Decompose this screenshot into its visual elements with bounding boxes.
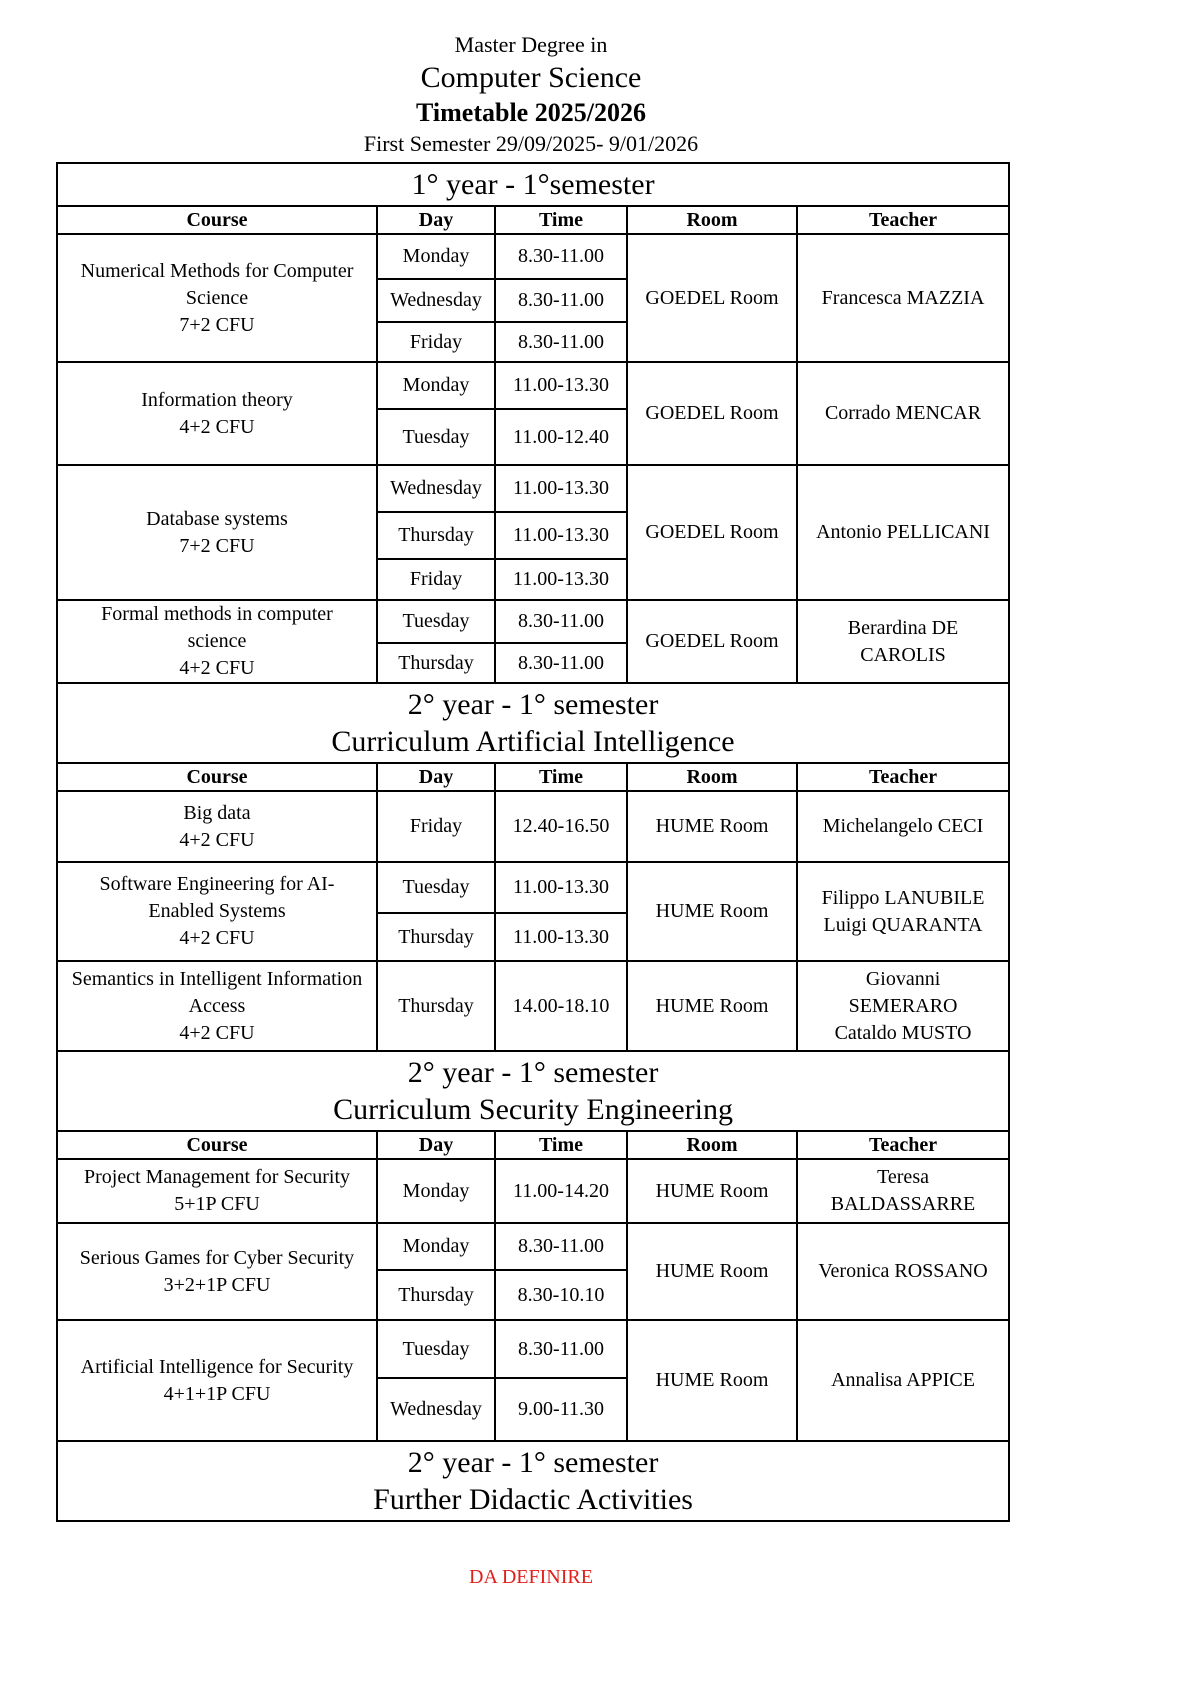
teacher-line: Teresa (877, 1166, 929, 1188)
table-row (57, 362, 1009, 409)
room-cell: GOEDEL Room (627, 362, 797, 465)
section-header (57, 683, 1009, 763)
time-cell: 11.00-12.40 (495, 409, 627, 465)
teacher-cell (797, 1159, 1009, 1223)
course-name-line: 4+2 CFU (179, 927, 255, 949)
day-cell: Thursday (377, 1270, 495, 1320)
room-cell: GOEDEL Room (627, 600, 797, 683)
day-cell: Friday (377, 322, 495, 362)
table-row (57, 961, 1009, 1051)
document-header (56, 30, 1006, 158)
course-name-line: 7+2 CFU (179, 313, 255, 336)
section-header (57, 163, 1009, 206)
teacher-cell (797, 1223, 1009, 1320)
course-name-cell (57, 1159, 377, 1223)
section-header (57, 1441, 1009, 1521)
column-header-time: Time (495, 1131, 627, 1159)
time-cell: 12.40-16.50 (495, 791, 627, 862)
column-header-row (57, 763, 1009, 791)
table-row (57, 1223, 1009, 1270)
column-header-course: Course (57, 206, 377, 234)
teacher-cell (797, 362, 1009, 465)
time-cell: 8.30-10.10 (495, 1270, 627, 1320)
room-cell: HUME Room (627, 961, 797, 1051)
course-name-line: science (187, 630, 247, 652)
time-cell: 9.00-11.30 (495, 1378, 627, 1441)
section-title-line: Further Didactic Activities (373, 1483, 693, 1516)
column-header-teacher: Teacher (797, 1131, 1009, 1159)
section-header (57, 1051, 1009, 1131)
day-cell: Thursday (377, 913, 495, 961)
course-name-cell (57, 600, 377, 683)
time-cell: 8.30-11.00 (495, 600, 627, 643)
column-header-course: Course (57, 763, 377, 791)
time-cell: 11.00-13.30 (495, 465, 627, 512)
course-name-cell (57, 862, 377, 961)
time-cell: 11.00-13.30 (495, 362, 627, 409)
room-cell: HUME Room (627, 862, 797, 961)
room-cell: GOEDEL Room (627, 234, 797, 362)
time-cell: 11.00-13.30 (495, 512, 627, 559)
column-header-row (57, 206, 1009, 234)
time-cell: 8.30-11.00 (495, 643, 627, 683)
day-cell: Monday (377, 234, 495, 279)
time-cell: 11.00-13.30 (495, 559, 627, 600)
day-cell: Wednesday (377, 279, 495, 322)
time-cell: 8.30-11.00 (495, 1320, 627, 1378)
column-header-teacher: Teacher (797, 206, 1009, 234)
section-title (57, 163, 1009, 206)
degree-intro: Master Degree in (454, 32, 608, 57)
course-name-cell (57, 362, 377, 465)
day-cell: Monday (377, 1223, 495, 1270)
teacher-cell (797, 961, 1009, 1051)
day-cell: Friday (377, 791, 495, 862)
timetable-title: Timetable 2025/2026 (416, 98, 646, 127)
course-name-cell (57, 1320, 377, 1441)
time-cell: 8.30-11.00 (495, 1223, 627, 1270)
teacher-cell (797, 1320, 1009, 1441)
course-name-line: Enabled Systems (148, 900, 286, 922)
time-cell: 11.00-13.30 (495, 913, 627, 961)
time-cell: 8.30-11.00 (495, 279, 627, 322)
time-cell: 14.00-18.10 (495, 961, 627, 1051)
section-title (57, 1441, 1009, 1521)
table-row (57, 1320, 1009, 1378)
semester-dates: First Semester 29/09/2025- 9/01/2026 (363, 131, 699, 156)
course-name-cell (57, 791, 377, 862)
course-name-cell (57, 465, 377, 600)
table-row (57, 862, 1009, 913)
day-cell: Thursday (377, 961, 495, 1051)
teacher-line: Giovanni (865, 967, 941, 990)
course-name-line: 4+1+1P CFU (163, 1382, 271, 1405)
teacher-line: Antonio PELLICANI (816, 521, 990, 543)
time-cell: 8.30-11.00 (495, 234, 627, 279)
teacher-line: Berardina DE (847, 616, 959, 639)
teacher-line: Corrado MENCAR (824, 402, 982, 424)
teacher-cell (797, 465, 1009, 600)
teacher-line: CAROLIS (860, 643, 946, 666)
day-cell: Wednesday (377, 465, 495, 512)
table-row (57, 791, 1009, 862)
course-name-cell (57, 234, 377, 362)
teacher-cell (797, 234, 1009, 362)
day-cell: Thursday (377, 643, 495, 683)
time-cell: 11.00-14.20 (495, 1159, 627, 1223)
course-name-line: 4+2 CFU (179, 415, 255, 438)
teacher-line: Michelangelo CECI (822, 815, 984, 837)
column-header-day: Day (377, 206, 495, 234)
day-cell: Thursday (377, 512, 495, 559)
course-name-line: 4+2 CFU (179, 828, 255, 851)
section-title-line: 2° year - 1° semester (407, 1056, 659, 1089)
course-name-line: Software Engineering for AI- (99, 873, 335, 895)
column-header-room: Room (627, 1131, 797, 1159)
course-name-cell (57, 1223, 377, 1320)
teacher-line: BALDASSARRE (830, 1193, 976, 1215)
table-row (57, 234, 1009, 279)
course-name-line: Database systems (146, 507, 288, 530)
footer-note: DA DEFINIRE (469, 1566, 593, 1588)
teacher-line: SEMERARO (848, 994, 958, 1017)
course-name-line: Artificial Intelligence for Security (80, 1355, 354, 1378)
room-cell: HUME Room (627, 1159, 797, 1223)
degree-name: Computer Science (420, 61, 642, 94)
course-name-line: 4+2 CFU (179, 657, 255, 679)
day-cell: Monday (377, 1159, 495, 1223)
column-header-time: Time (495, 206, 627, 234)
day-cell: Friday (377, 559, 495, 600)
teacher-cell (797, 862, 1009, 961)
course-name-line: Big data (183, 801, 251, 824)
timetable (56, 162, 1010, 1522)
course-name-line: Project Management for Security (83, 1166, 351, 1188)
course-name-line: Science (185, 286, 249, 309)
day-cell: Tuesday (377, 409, 495, 465)
course-name-line: Access (188, 994, 246, 1017)
column-header-time: Time (495, 763, 627, 791)
column-header-course: Course (57, 1131, 377, 1159)
day-cell: Wednesday (377, 1378, 495, 1441)
room-cell: HUME Room (627, 1320, 797, 1441)
course-name-line: Information theory (141, 388, 293, 411)
course-name-line: Formal methods in computer (101, 603, 333, 625)
room-cell: HUME Room (627, 791, 797, 862)
time-cell: 8.30-11.00 (495, 322, 627, 362)
teacher-line: Veronica ROSSANO (818, 1260, 988, 1282)
column-header-day: Day (377, 1131, 495, 1159)
section-title (57, 683, 1009, 763)
day-cell: Monday (377, 362, 495, 409)
course-name-line: 4+2 CFU (179, 1021, 255, 1044)
day-cell: Tuesday (377, 600, 495, 643)
teacher-cell (797, 600, 1009, 683)
table-row (57, 600, 1009, 643)
time-cell: 11.00-13.30 (495, 862, 627, 913)
table-row (57, 1159, 1009, 1223)
course-name-line: 5+1P CFU (174, 1193, 260, 1215)
teacher-line: Francesca MAZZIA (821, 286, 985, 309)
room-cell: HUME Room (627, 1223, 797, 1320)
teacher-line: Filippo LANUBILE (821, 886, 985, 909)
day-cell: Tuesday (377, 1320, 495, 1378)
section-title-line: Curriculum Artificial Intelligence (331, 725, 735, 758)
course-name-cell (57, 961, 377, 1051)
day-cell: Tuesday (377, 862, 495, 913)
section-title-line: Curriculum Security Engineering (333, 1093, 733, 1126)
teacher-line: Annalisa APPICE (831, 1369, 975, 1391)
timetable-body (57, 163, 1009, 1521)
column-header-room: Room (627, 206, 797, 234)
course-name-line: Serious Games for Cyber Security (79, 1246, 355, 1269)
section-title-line: 1° year - 1°semester (411, 168, 655, 201)
section-title (57, 1051, 1009, 1131)
course-name-line: Numerical Methods for Computer (80, 259, 354, 282)
course-name-line: 7+2 CFU (179, 534, 255, 557)
column-header-day: Day (377, 763, 495, 791)
section-title-line: 2° year - 1° semester (407, 1446, 659, 1479)
section-title-line: 2° year - 1° semester (407, 688, 659, 721)
table-row (57, 465, 1009, 512)
course-name-line: Semantics in Intelligent Information (71, 967, 363, 990)
column-header-room: Room (627, 763, 797, 791)
teacher-line: Cataldo MUSTO (834, 1021, 972, 1044)
teacher-cell (797, 791, 1009, 862)
course-name-line: 3+2+1P CFU (163, 1273, 271, 1296)
column-header-teacher: Teacher (797, 763, 1009, 791)
column-header-row (57, 1131, 1009, 1159)
teacher-line: Luigi QUARANTA (823, 913, 983, 936)
room-cell: GOEDEL Room (627, 465, 797, 600)
